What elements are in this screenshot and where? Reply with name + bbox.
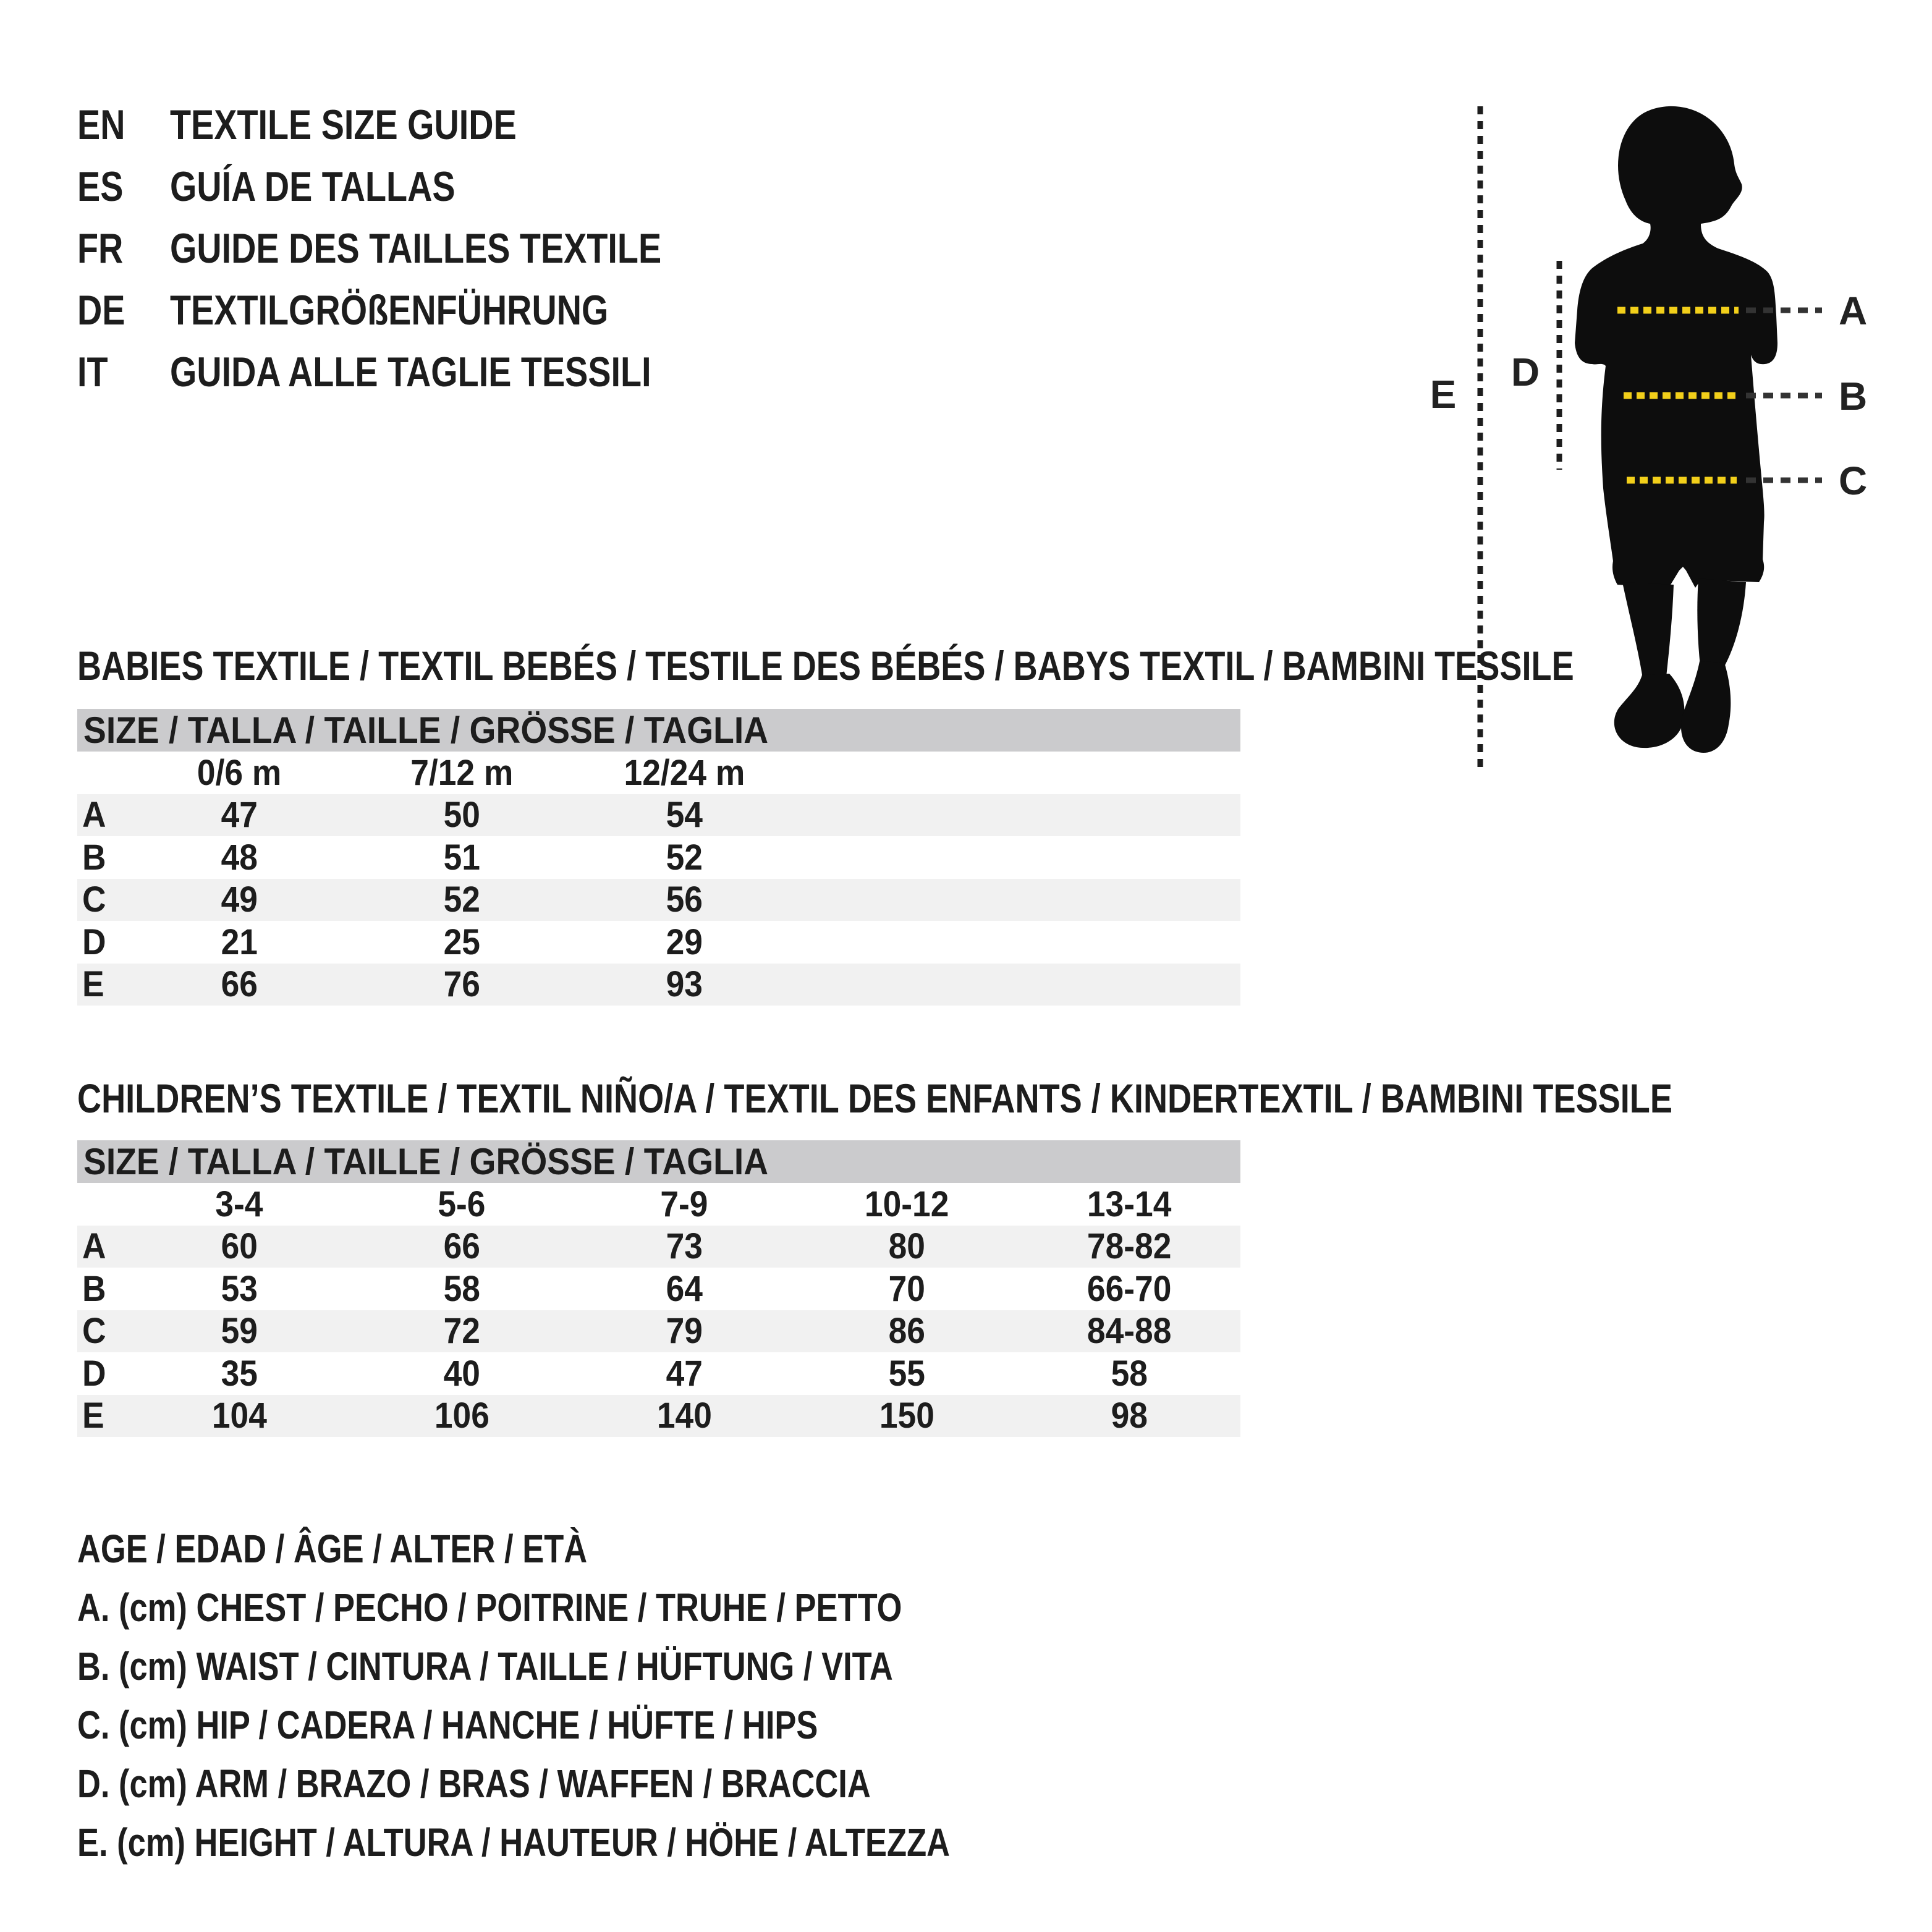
column-header: 0/6 m xyxy=(197,752,282,793)
cell-value: 72 xyxy=(443,1311,480,1352)
cell-value: 54 xyxy=(666,795,703,836)
row-label: A xyxy=(82,1226,106,1267)
row-label: D xyxy=(82,922,106,962)
marker-label-c: C xyxy=(1839,459,1868,503)
table-row-a xyxy=(77,794,1240,837)
babies-section-title: BABIES TEXTILE / TEXTIL BEBÉS / TESTILE DES BÉBÉS / BABYS TEXTIL / BAMBINI TESSILE xyxy=(77,643,1574,688)
language-code: DE xyxy=(77,287,125,334)
row-label: B xyxy=(82,837,106,878)
legend-line-hip: C. (cm) HIP / CADERA / HANCHE / HÜFTE / HIPS xyxy=(77,1702,818,1747)
cell-value: 52 xyxy=(666,837,703,878)
language-title: GUIDE DES TAILLES TEXTILE xyxy=(170,225,662,272)
babies-size-header-bar: SIZE / TALLA / TAILLE / GRÖSSE / TAGLIA xyxy=(77,709,1240,752)
cell-value: 104 xyxy=(211,1396,267,1436)
cell-value: 58 xyxy=(443,1268,480,1309)
row-label: B xyxy=(82,1268,106,1309)
row-label: C xyxy=(82,1311,106,1352)
cell-value: 56 xyxy=(666,879,703,920)
cell-value: 80 xyxy=(888,1226,925,1267)
cell-value: 58 xyxy=(1111,1353,1148,1394)
cell-value: 47 xyxy=(666,1353,703,1394)
language-row-en xyxy=(77,94,769,156)
column-header: 3-4 xyxy=(215,1184,263,1224)
table-row-d xyxy=(77,921,1240,964)
cell-value: 150 xyxy=(879,1396,934,1436)
language-title-list xyxy=(77,94,769,403)
cell-value: 78-82 xyxy=(1087,1226,1172,1267)
cell-value: 76 xyxy=(443,964,480,1005)
language-row-it xyxy=(77,341,769,403)
cell-value: 86 xyxy=(888,1311,925,1352)
cell-value: 73 xyxy=(666,1226,703,1267)
column-header: 13-14 xyxy=(1087,1184,1172,1224)
cell-value: 48 xyxy=(221,837,258,878)
language-row-es xyxy=(77,156,769,218)
language-code: FR xyxy=(77,225,124,272)
row-label: E xyxy=(82,1396,104,1436)
cell-value: 66 xyxy=(443,1226,480,1267)
cell-value: 50 xyxy=(443,795,480,836)
cell-value: 47 xyxy=(221,795,258,836)
cell-value: 29 xyxy=(666,922,703,962)
cell-value: 106 xyxy=(434,1396,489,1436)
children-size-header-bar: SIZE / TALLA / TAILLE / GRÖSSE / TAGLIA xyxy=(77,1140,1240,1183)
cell-value: 64 xyxy=(666,1268,703,1309)
cell-value: 51 xyxy=(443,837,480,878)
cell-value: 55 xyxy=(888,1353,925,1394)
language-code: ES xyxy=(77,163,124,210)
row-label: D xyxy=(82,1353,106,1394)
table-row-b xyxy=(77,1268,1240,1310)
cell-value: 140 xyxy=(656,1396,712,1436)
table-row-b xyxy=(77,836,1240,879)
cell-value: 84-88 xyxy=(1087,1311,1172,1352)
legend-line-waist: B. (cm) WAIST / CINTURA / TAILLE / HÜFTUNG / VITA xyxy=(77,1643,893,1688)
cell-value: 79 xyxy=(666,1311,703,1352)
cell-value: 25 xyxy=(443,922,480,962)
measurement-legend xyxy=(77,1519,1142,1871)
column-header: 7-9 xyxy=(660,1184,708,1224)
children-column-header-row xyxy=(77,1183,1240,1226)
marker-label-a: A xyxy=(1839,289,1868,333)
cell-value: 53 xyxy=(221,1268,258,1309)
table-row-e xyxy=(77,1395,1240,1438)
cell-value: 59 xyxy=(221,1311,258,1352)
language-title: GUIDA ALLE TAGLIE TESSILI xyxy=(170,349,651,396)
column-header: 7/12 m xyxy=(410,752,514,793)
marker-label-d: D xyxy=(1510,350,1540,394)
cell-value: 49 xyxy=(221,879,258,920)
language-code: EN xyxy=(77,101,125,148)
marker-label-e: E xyxy=(1430,372,1457,417)
language-code: IT xyxy=(77,349,108,396)
legend-line-arm: D. (cm) ARM / BRAZO / BRAS / WAFFEN / BRACCIA xyxy=(77,1761,871,1806)
legend-line-age: AGE / EDAD / ÂGE / ALTER / ETÀ xyxy=(77,1526,588,1571)
row-label: E xyxy=(82,964,104,1005)
cell-value: 21 xyxy=(221,922,258,962)
column-header: 10-12 xyxy=(864,1184,949,1224)
cell-value: 70 xyxy=(888,1268,925,1309)
language-title: TEXTILE SIZE GUIDE xyxy=(170,101,517,148)
cell-value: 60 xyxy=(221,1226,258,1267)
cell-value: 35 xyxy=(221,1353,258,1394)
cell-value: 93 xyxy=(666,964,703,1005)
cell-value: 40 xyxy=(443,1353,480,1394)
cell-value: 66-70 xyxy=(1087,1268,1172,1309)
babies-size-table xyxy=(77,709,1240,1006)
table-row-c xyxy=(77,879,1240,922)
cell-value: 98 xyxy=(1111,1396,1148,1436)
children-section-title: CHILDREN’S TEXTILE / TEXTIL NIÑO/A / TEXTIL DES ENFANTS / KINDERTEXTIL / BAMBINI TESSILE xyxy=(77,1075,1672,1121)
row-label: C xyxy=(82,879,106,920)
table-row-e xyxy=(77,964,1240,1006)
table-row-d xyxy=(77,1352,1240,1395)
children-size-table xyxy=(77,1140,1240,1437)
cell-value: 52 xyxy=(443,879,480,920)
column-header: 12/24 m xyxy=(624,752,745,793)
legend-line-height: E. (cm) HEIGHT / ALTURA / HAUTEUR / HÖHE / ALTEZZA xyxy=(77,1820,951,1865)
table-row-a xyxy=(77,1226,1240,1268)
language-title: GUÍA DE TALLAS xyxy=(170,163,455,210)
table-row-c xyxy=(77,1310,1240,1353)
marker-label-b: B xyxy=(1839,374,1868,418)
babies-column-header-row xyxy=(77,752,1240,794)
silhouette-body xyxy=(1575,106,1777,561)
language-title: TEXTILGRÖßENFÜHRUNG xyxy=(170,287,609,334)
language-row-fr xyxy=(77,218,769,279)
cell-value: 66 xyxy=(221,964,258,1005)
language-row-de xyxy=(77,279,769,341)
column-header: 5-6 xyxy=(438,1184,486,1224)
row-label: A xyxy=(82,795,106,836)
legend-line-chest: A. (cm) CHEST / PECHO / POITRINE / TRUHE / PETTO xyxy=(77,1585,902,1630)
